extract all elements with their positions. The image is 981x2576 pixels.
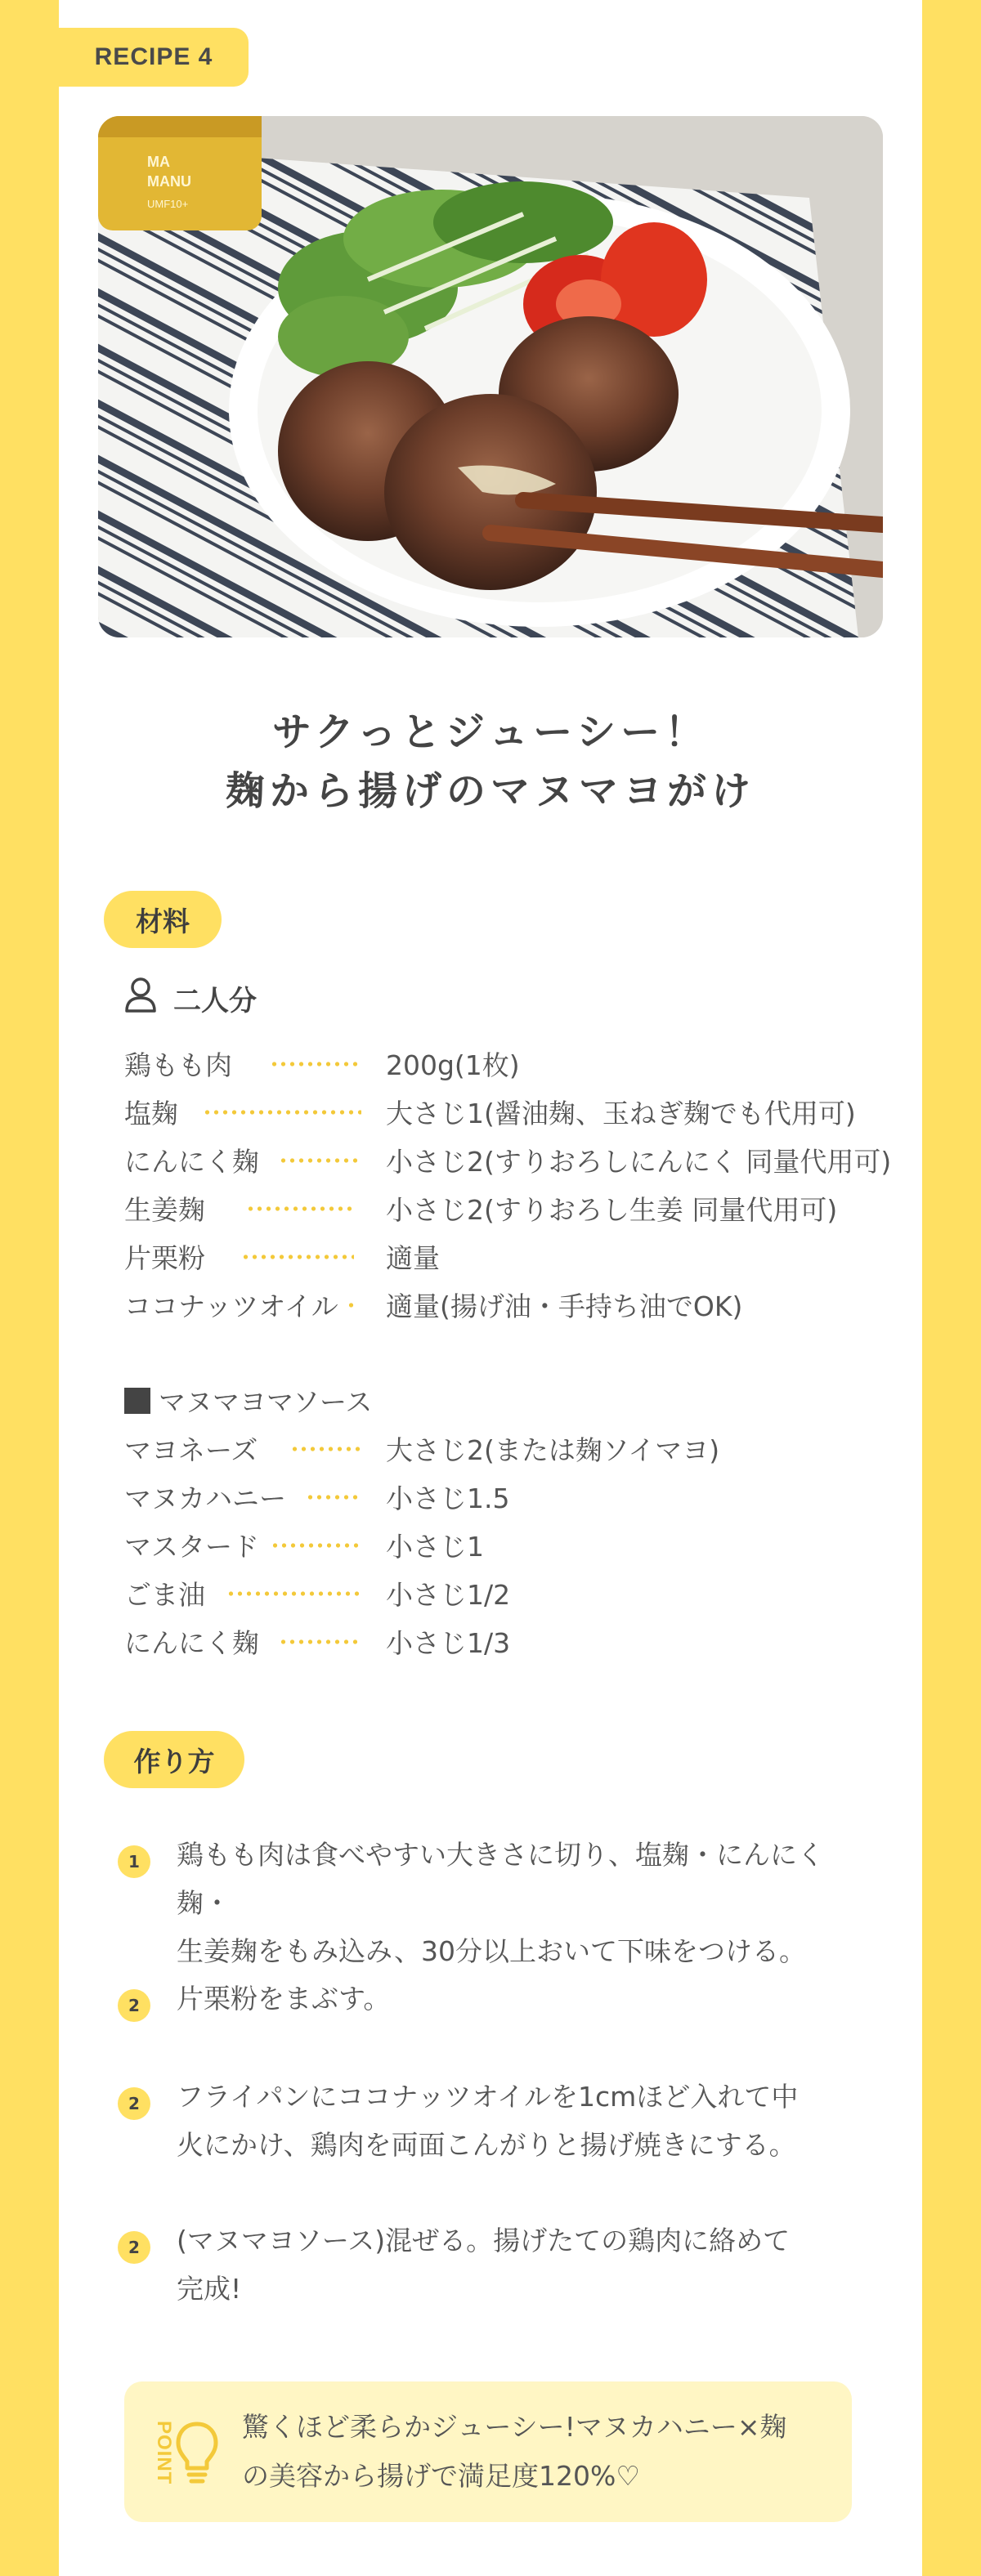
step-text bbox=[177, 2073, 863, 2169]
step-line: 完成! bbox=[177, 2273, 242, 2305]
ingredient-name: マヌカハニー bbox=[124, 1483, 286, 1514]
step-text bbox=[177, 1974, 863, 2023]
sauce-ingredient-list bbox=[124, 1424, 909, 1666]
recipe-title bbox=[59, 703, 922, 821]
ingredients-label: 材料 bbox=[136, 905, 190, 937]
ingredient-list bbox=[124, 1040, 909, 1329]
step-number: 2 bbox=[118, 1989, 150, 2022]
servings-text: 二人分 bbox=[173, 984, 257, 1017]
step-text bbox=[177, 2216, 863, 2313]
ingredient-row bbox=[124, 1040, 909, 1088]
point-line: の美容から揚げで満足度120%♡ bbox=[242, 2460, 640, 2492]
dish-photo bbox=[98, 116, 883, 637]
sauce-heading-text: マヌマヨマソース bbox=[159, 1386, 373, 1418]
title-line-1: サクっとジューシー！ bbox=[271, 709, 710, 755]
ingredient-row bbox=[124, 1521, 909, 1569]
step-number: 1 bbox=[118, 1845, 150, 1878]
point-text bbox=[242, 2403, 831, 2501]
ingredient-row bbox=[124, 1136, 909, 1184]
ingredient-amount: 小さじ2(すりおろし生姜 同量代用可) bbox=[386, 1194, 838, 1226]
recipe-card bbox=[59, 0, 922, 2576]
recipe-number-label: RECIPE 4 bbox=[94, 43, 213, 70]
method-pill bbox=[104, 1731, 244, 1788]
method-step bbox=[118, 1831, 870, 1975]
jar-text-1: MA bbox=[147, 154, 170, 170]
ingredient-row bbox=[124, 1473, 909, 1521]
dotted-leader bbox=[241, 1254, 354, 1259]
ingredient-amount: 小さじ1/3 bbox=[386, 1627, 511, 1659]
step-line: 片栗粉をまぶす。 bbox=[177, 1983, 391, 2015]
method-step bbox=[118, 1974, 870, 2023]
ingredient-name: にんにく麹 bbox=[124, 1146, 259, 1178]
point-label: POINT bbox=[153, 2421, 175, 2485]
ingredient-row bbox=[124, 1184, 909, 1232]
title-line-2: 麹から揚げのマヌマヨがけ bbox=[225, 768, 755, 814]
servings-row bbox=[124, 974, 257, 1022]
step-line: フライパンにココナッツオイルを1cmほど入れて中 bbox=[177, 2081, 799, 2113]
dotted-leader bbox=[270, 1062, 361, 1067]
ingredient-amount: 小さじ1/2 bbox=[386, 1579, 511, 1611]
dotted-leader bbox=[347, 1303, 355, 1308]
ingredient-name: マスタード bbox=[124, 1531, 259, 1563]
step-line: 鶏もも肉は食べやすい大きさに切り、塩麹・にんにく麹・ bbox=[177, 1839, 824, 1919]
ingredient-name: ごま油 bbox=[124, 1579, 205, 1611]
dotted-leader bbox=[279, 1158, 357, 1163]
point-box bbox=[124, 2381, 852, 2522]
ingredient-amount: 適量 bbox=[386, 1242, 440, 1274]
ingredient-amount: 小さじ1 bbox=[386, 1531, 484, 1563]
step-number: 2 bbox=[118, 2231, 150, 2264]
sauce-heading bbox=[124, 1376, 372, 1424]
method-step bbox=[118, 2216, 870, 2313]
ingredient-row bbox=[124, 1088, 909, 1136]
honey-jar bbox=[98, 116, 262, 230]
step-text bbox=[177, 1831, 863, 1975]
jar-text-2: MANU bbox=[147, 173, 191, 190]
method-step bbox=[118, 2073, 870, 2169]
dotted-leader bbox=[306, 1495, 360, 1500]
ingredient-amount: 適量(揚げ油・手持ち油でOK) bbox=[386, 1290, 743, 1322]
square-bullet-icon bbox=[124, 1388, 150, 1414]
dotted-leader bbox=[246, 1206, 354, 1211]
ingredient-row bbox=[124, 1617, 909, 1666]
ingredient-row bbox=[124, 1281, 909, 1329]
step-line: 火にかけ、鶏肉を両面こんがりと揚げ焼きにする。 bbox=[177, 2129, 796, 2161]
step-line: 生姜麹をもみ込み、30分以上おいて下味をつける。 bbox=[177, 1935, 806, 1967]
ingredient-amount: 200g(1枚) bbox=[386, 1049, 520, 1081]
jar-text-3: UMF10+ bbox=[147, 198, 189, 210]
dotted-leader bbox=[279, 1639, 357, 1644]
recipe-number-tag bbox=[59, 28, 249, 87]
step-number: 2 bbox=[118, 2087, 150, 2120]
dotted-leader bbox=[290, 1447, 362, 1451]
ingredient-amount: 大さじ2(または麹ソイマヨ) bbox=[386, 1434, 720, 1466]
ingredient-name: 生姜麹 bbox=[124, 1194, 205, 1226]
ingredient-amount: 大さじ1(醤油麹、玉ねぎ麹でも代用可) bbox=[386, 1098, 856, 1129]
ingredient-name: 鶏もも肉 bbox=[124, 1049, 232, 1081]
ingredient-name: マヨネーズ bbox=[124, 1434, 258, 1466]
lightbulb-icon bbox=[175, 2421, 219, 2489]
ingredient-amount: 小さじ1.5 bbox=[386, 1483, 510, 1514]
ingredients-pill bbox=[104, 891, 222, 948]
person-icon bbox=[124, 977, 157, 1020]
dotted-leader bbox=[203, 1110, 361, 1115]
point-line: 驚くほど柔らかジューシー!マヌカハニー×麹 bbox=[242, 2411, 787, 2443]
dotted-leader bbox=[226, 1591, 361, 1596]
ingredient-row bbox=[124, 1569, 909, 1617]
ingredient-name: にんにく麹 bbox=[124, 1627, 259, 1659]
ingredient-row bbox=[124, 1232, 909, 1281]
step-line: (マヌマヨソース)混ぜる。揚げたての鶏肉に絡めて bbox=[177, 2225, 791, 2256]
dish-illustration bbox=[98, 116, 883, 637]
method-label: 作り方 bbox=[133, 1745, 215, 1778]
dotted-leader bbox=[271, 1543, 361, 1548]
ingredient-amount: 小さじ2(すりおろしにんにく 同量代用可) bbox=[386, 1146, 892, 1178]
ingredient-name: 片栗粉 bbox=[124, 1242, 205, 1274]
ingredient-name: ココナッツオイル bbox=[124, 1290, 338, 1322]
ingredient-name: 塩麹 bbox=[124, 1098, 178, 1129]
ingredient-row bbox=[124, 1424, 909, 1473]
